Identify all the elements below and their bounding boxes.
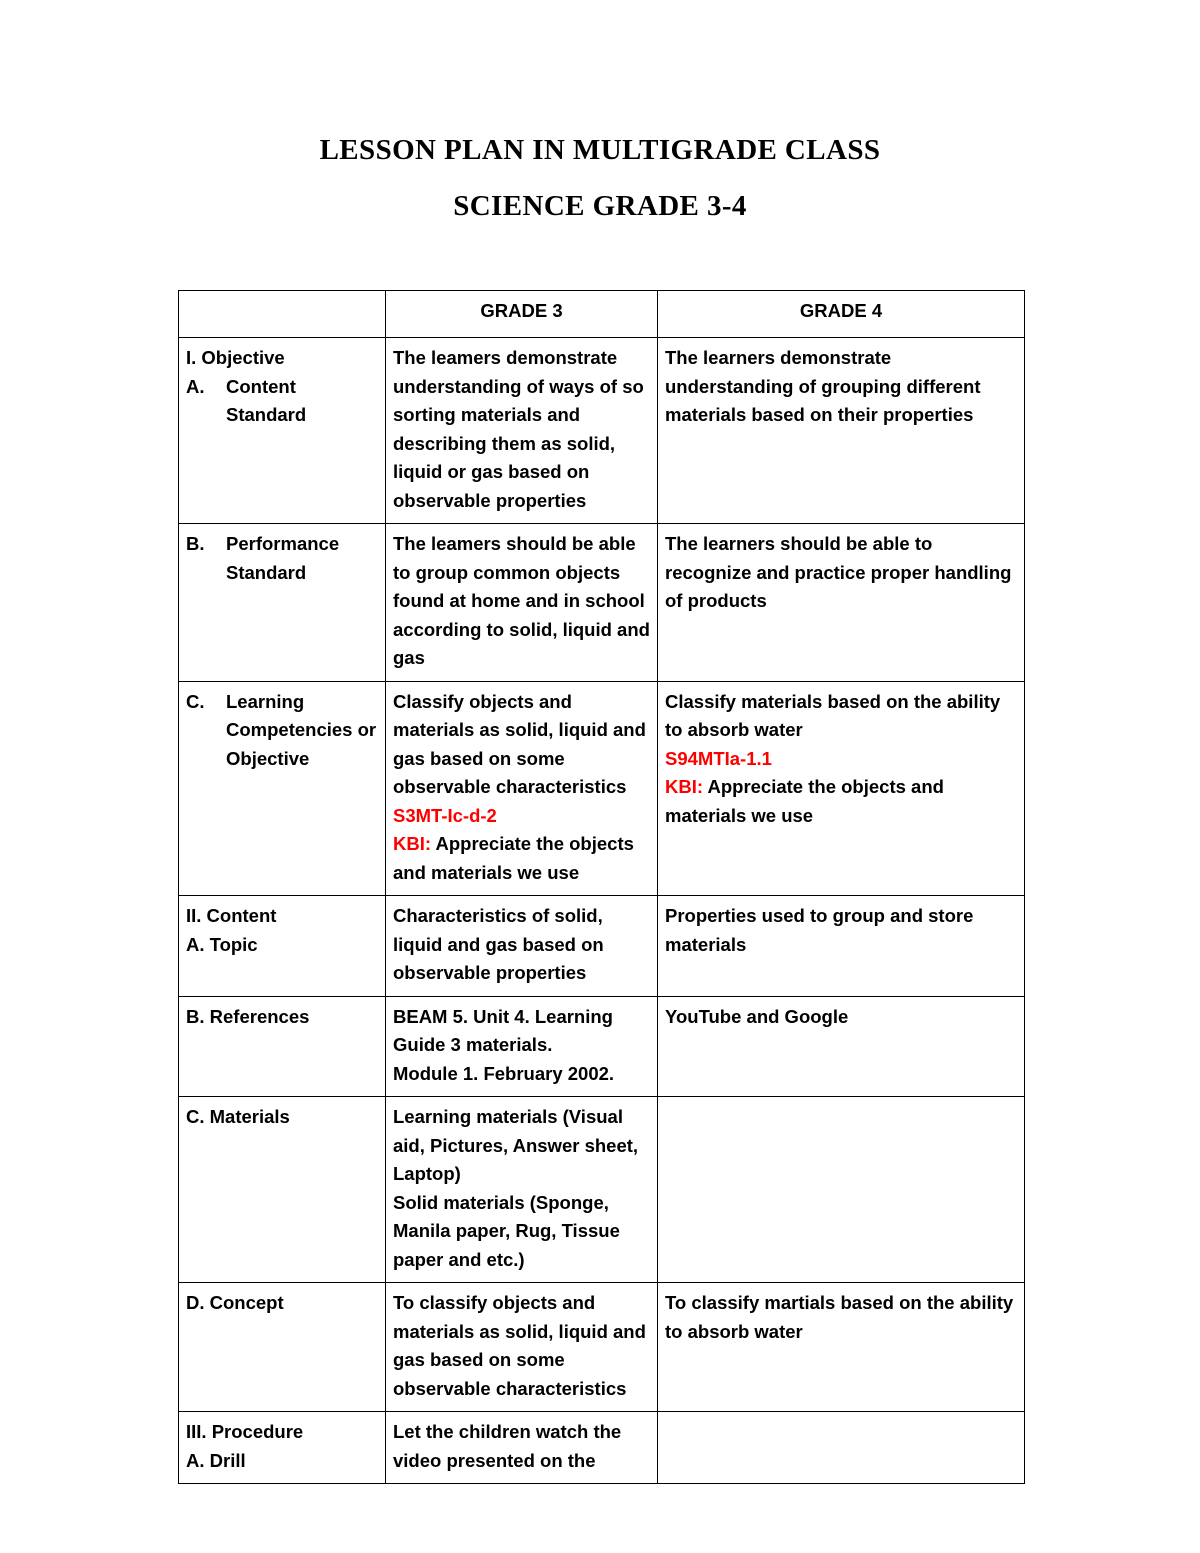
cell-grade3	[386, 996, 658, 1097]
column-header-grade3: GRADE 3	[386, 291, 658, 338]
table-row	[179, 524, 1025, 682]
row-label-cell	[179, 1283, 386, 1412]
row-label-cell	[179, 996, 386, 1097]
cell-grade4	[658, 896, 1025, 997]
row-label-line: I. Objective	[186, 347, 285, 368]
cell-grade3	[386, 1097, 658, 1283]
row-label-marker: C.	[186, 690, 205, 712]
cell-grade3	[386, 338, 658, 524]
row-label-hanging	[186, 530, 378, 587]
row-label-text: Learning Competencies or Objective	[226, 690, 377, 769]
page-title: LESSON PLAN IN MULTIGRADE CLASS	[319, 134, 881, 166]
cell-text: The learners should be able to recognize and practice proper handling of products	[665, 533, 1012, 611]
table-body	[179, 338, 1025, 1484]
kbi-text: Appreciate the objects and materials we use	[665, 776, 944, 826]
row-label-line: D. Concept	[186, 1292, 284, 1313]
cell-grade4	[658, 681, 1025, 896]
page-subtitle: SCIENCE GRADE 3-4	[453, 190, 747, 222]
cell-grade3	[386, 1412, 658, 1484]
row-label-line: III. Procedure	[186, 1421, 304, 1442]
cell-text: YouTube and Google	[665, 1005, 849, 1027]
cell-grade3	[386, 524, 658, 682]
cell-grade3	[386, 896, 658, 997]
kbi-text: Appreciate the objects and materials we use	[393, 833, 634, 883]
column-header-grade4: GRADE 4	[658, 291, 1025, 338]
table-row	[179, 1412, 1025, 1484]
row-label-marker: B.	[186, 533, 205, 554]
cell-text: The learners demonstrate understanding of grouping different materials based on their properties	[665, 347, 981, 425]
cell-text: To classify objects and materials as solid, liquid and gas based on some observable characteristics	[393, 1292, 646, 1399]
cell-text: Learning materials (Visual aid, Pictures, Answer sheet, Laptop)	[393, 1106, 639, 1184]
cell-grade3	[386, 1283, 658, 1412]
kbi-line	[665, 773, 1017, 830]
lesson-plan-table-wrapper	[178, 290, 1024, 1484]
row-label-text: Content Standard	[226, 375, 307, 425]
competency-code: S3MT-Ic-d-2	[393, 804, 497, 826]
cell-grade4	[658, 1097, 1025, 1283]
cell-text: Classify materials based on the ability to absorb water	[665, 690, 1001, 740]
cell-text: Properties used to group and store materials	[665, 905, 974, 955]
lesson-plan-table	[178, 290, 1025, 1484]
table-row	[179, 681, 1025, 896]
table-row	[179, 338, 1025, 524]
cell-grade4	[658, 996, 1025, 1097]
cell-grade4	[658, 524, 1025, 682]
row-label-cell	[179, 1412, 386, 1484]
table-head	[179, 291, 1025, 338]
row-label-line: A. Drill	[186, 1449, 246, 1471]
competency-code: S94MTIa-1.1	[665, 747, 772, 769]
row-label-cell	[179, 1097, 386, 1283]
table-row	[179, 1283, 1025, 1412]
cell-grade4	[658, 338, 1025, 524]
row-label-line: A. Topic	[186, 933, 258, 955]
row-label-line: II. Content	[186, 905, 277, 926]
cell-text: To classify martials based on the ability to absorb water	[665, 1292, 1014, 1342]
table-header-row	[179, 291, 1025, 338]
cell-text: The leamers should be able to group common objects found at home and in school according to solid, liquid and gas	[393, 533, 650, 668]
cell-grade3	[386, 681, 658, 896]
row-label-line: C. Materials	[186, 1106, 290, 1127]
row-label-text: Performance Standard	[226, 533, 340, 583]
cell-grade4	[658, 1412, 1025, 1484]
row-label-cell	[179, 338, 386, 524]
cell-text: Characteristics of solid, liquid and gas based on observable properties	[393, 905, 604, 983]
cell-text-secondary: Module 1. February 2002.	[393, 1062, 615, 1084]
cell-text: Let the children watch the video presented on the	[393, 1421, 622, 1471]
row-label-cell	[179, 896, 386, 997]
kbi-line	[393, 830, 650, 887]
row-label-cell	[179, 681, 386, 896]
cell-text: The leamers demonstrate understanding of ways of so sorting materials and describing them as solid, liquid or gas based on observable properties	[393, 347, 644, 511]
table-row	[179, 896, 1025, 997]
row-label-hanging	[186, 688, 378, 774]
cell-text-secondary: Solid materials (Sponge, Manila paper, Rug, Tissue paper and etc.)	[393, 1191, 620, 1270]
cell-text: BEAM 5. Unit 4. Learning Guide 3 materials.	[393, 1005, 613, 1055]
kbi-label: KBI:	[393, 833, 432, 854]
kbi-label: KBI:	[665, 776, 704, 797]
cell-grade4	[658, 1283, 1025, 1412]
table-row	[179, 1097, 1025, 1283]
row-label-line: B. References	[186, 1005, 310, 1027]
row-label-cell	[179, 524, 386, 682]
cell-text: Classify objects and materials as solid, liquid and gas based on some observable characteristics	[393, 690, 646, 797]
document-header	[0, 0, 1200, 223]
table-row	[179, 996, 1025, 1097]
column-header-blank	[179, 291, 386, 338]
row-label-hanging	[186, 373, 378, 430]
row-label-marker: A.	[186, 375, 205, 397]
